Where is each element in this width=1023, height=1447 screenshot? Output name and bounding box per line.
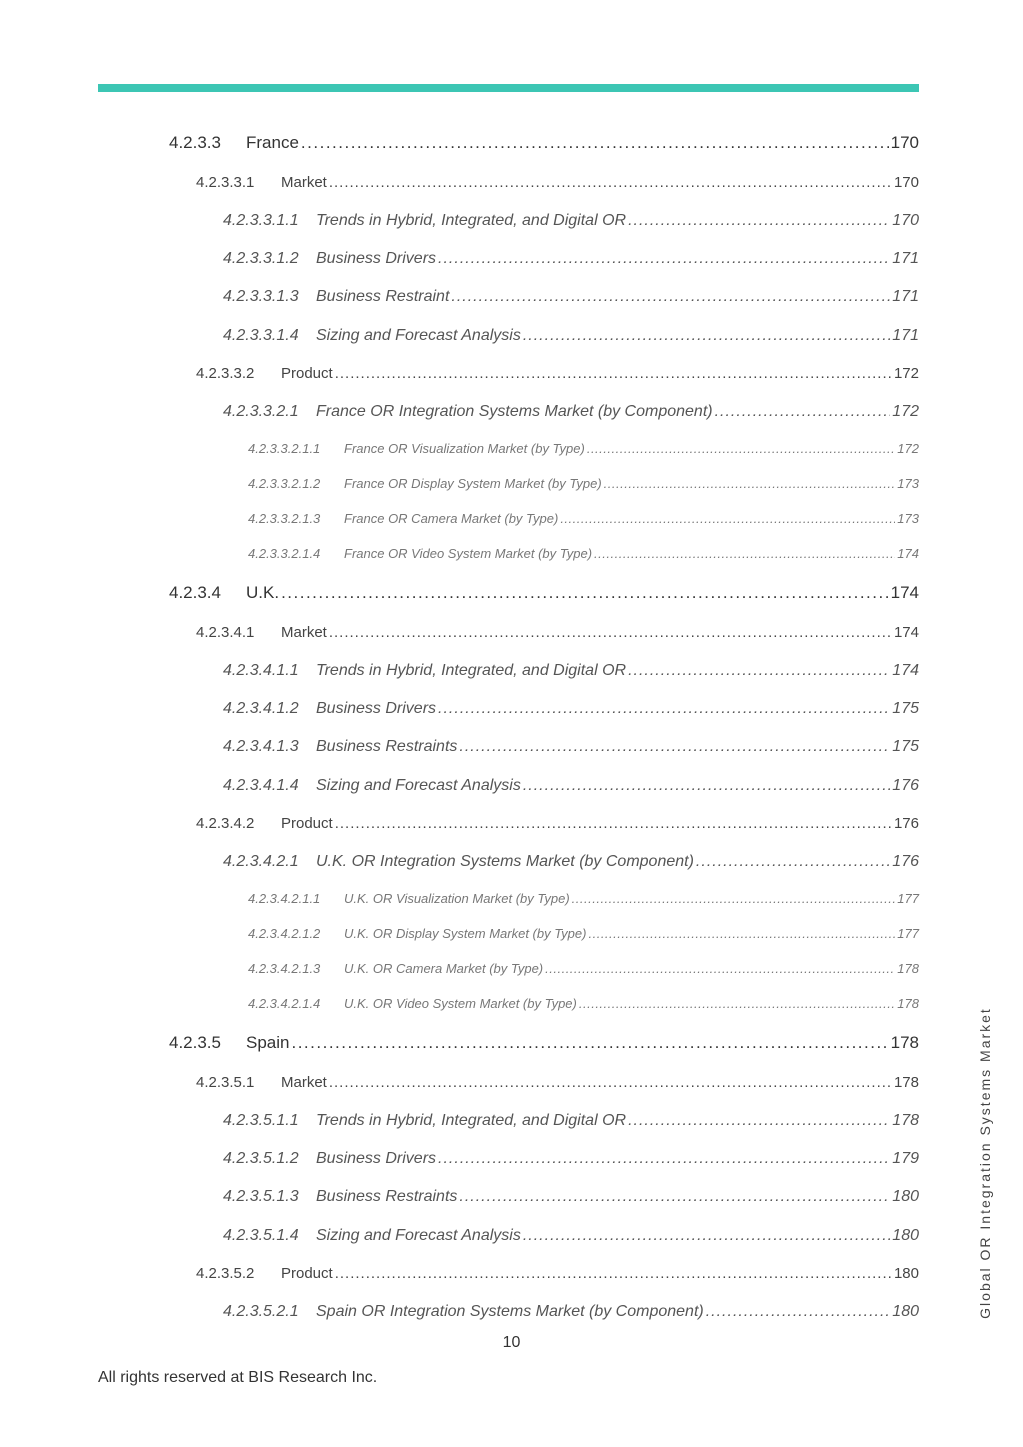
toc-entry[interactable] <box>196 624 919 641</box>
toc-dot-leader <box>604 476 896 491</box>
toc-entry[interactable] <box>223 1188 919 1206</box>
toc-entry-title: France <box>246 133 299 152</box>
toc-entry-page: 172 <box>893 365 919 382</box>
toc-entry-title: Business Drivers <box>316 700 437 717</box>
toc-entry[interactable] <box>223 327 919 345</box>
toc-entry-number: 4.2.3.4.2.1.2 <box>248 926 321 941</box>
toc-entry-number: 4.2.3.4.2.1.3 <box>248 961 321 976</box>
toc-dot-leader <box>696 853 890 871</box>
toc-entry-page: 176 <box>892 777 919 794</box>
toc-entry[interactable] <box>223 853 919 871</box>
toc-entry-number: 4.2.3.3.1 <box>196 174 255 191</box>
toc-dot-leader <box>523 327 890 345</box>
toc-entry[interactable] <box>223 250 919 268</box>
toc-entry[interactable] <box>196 174 919 191</box>
toc-entry-title: France OR Visualization Market (by Type) <box>344 441 585 456</box>
side-document-title: Global OR Integration Systems Market <box>977 1007 993 1319</box>
toc-entry-title: U.K. OR Visualization Market (by Type) <box>344 891 570 906</box>
toc-entry-page: 174 <box>897 546 919 561</box>
toc-entry[interactable] <box>169 1033 919 1053</box>
toc-entry-title: Trends in Hybrid, Integrated, and Digital OR <box>316 212 627 229</box>
toc-dot-leader <box>301 133 889 153</box>
page-number: 10 <box>502 1334 521 1351</box>
toc-dot-leader <box>706 1303 891 1321</box>
toc-entry[interactable] <box>223 700 919 718</box>
toc-entry-title: France OR Integration Systems Market (by Component) <box>316 403 713 420</box>
toc-entry-title: Spain <box>246 1033 290 1052</box>
toc-dot-leader <box>329 174 892 191</box>
toc-dot-leader <box>523 1227 890 1245</box>
toc-entry-title: Sizing and Forecast Analysis <box>316 777 521 794</box>
toc-entry-page: 175 <box>892 738 919 755</box>
toc-dot-leader <box>588 926 895 941</box>
toc-entry-title: Spain OR Integration Systems Market (by Component) <box>316 1303 704 1320</box>
toc-entry-title: Business Restraints <box>316 738 458 755</box>
toc-entry-title: Market <box>281 174 327 191</box>
toc-entry-title: Business Restraint <box>316 288 450 305</box>
toc-entry-number: 4.2.3.4.2.1 <box>223 853 299 870</box>
toc-dot-leader <box>459 1188 890 1206</box>
toc-entry-page: 178 <box>892 1112 919 1129</box>
toc-entry-page: 172 <box>892 403 919 420</box>
toc-entry[interactable] <box>196 365 919 382</box>
toc-entry-number: 4.2.3.4.2 <box>196 815 255 832</box>
toc-entry-title: Product <box>281 815 333 832</box>
toc-entry-page: 170 <box>890 133 919 152</box>
toc-entry-page: 180 <box>892 1303 919 1320</box>
toc-entry-page: 178 <box>893 1074 919 1091</box>
toc-entry-title: Market <box>281 624 327 641</box>
toc-entry-page: 176 <box>892 853 919 870</box>
toc-entry-number: 4.2.3.3.2.1.2 <box>248 476 321 491</box>
toc-entry[interactable] <box>223 212 919 230</box>
toc-entry-number: 4.2.3.4.1.1 <box>223 662 299 679</box>
toc-entry[interactable] <box>223 288 919 306</box>
toc-dot-leader <box>579 996 895 1011</box>
toc-entry-page: 174 <box>892 662 919 679</box>
toc-entry-page: 173 <box>897 476 919 491</box>
toc-entry[interactable] <box>248 926 919 941</box>
toc-entry-page: 175 <box>892 700 919 717</box>
toc-entry-page: 180 <box>893 1265 919 1282</box>
toc-dot-leader <box>335 1265 892 1282</box>
toc-entry[interactable] <box>248 441 919 456</box>
toc-entry[interactable] <box>196 1265 919 1282</box>
toc-entry[interactable] <box>223 1303 919 1321</box>
toc-entry-page: 171 <box>892 250 919 267</box>
toc-entry[interactable] <box>223 662 919 680</box>
toc-entry-title: U.K. OR Camera Market (by Type) <box>344 961 544 976</box>
toc-entry[interactable] <box>248 891 919 906</box>
toc-entry-title: Business Restraints <box>316 1188 458 1205</box>
toc-dot-leader <box>281 583 889 603</box>
toc-entry-number: 4.2.3.4.1.4 <box>223 777 299 794</box>
toc-entry[interactable] <box>248 476 919 491</box>
toc-entry-number: 4.2.3.5.1.3 <box>223 1188 299 1205</box>
toc-entry-number: 4.2.3.4.2.1.4 <box>248 996 321 1011</box>
toc-entry-title: Business Drivers <box>316 1150 437 1167</box>
toc-entry-number: 4.2.3.5 <box>169 1033 221 1052</box>
toc-dot-leader <box>628 662 890 680</box>
toc-entry-title: Trends in Hybrid, Integrated, and Digital OR <box>316 1112 627 1129</box>
toc-entry-number: 4.2.3.5.1.1 <box>223 1112 299 1129</box>
toc-entry-number: 4.2.3.3.1.3 <box>223 288 299 305</box>
toc-entry[interactable] <box>223 738 919 756</box>
toc-entry-page: 174 <box>893 624 919 641</box>
toc-entry[interactable] <box>169 583 919 603</box>
toc-entry-title: Business Drivers <box>316 250 437 267</box>
toc-dot-leader <box>587 441 895 456</box>
toc-entry-number: 4.2.3.4 <box>169 583 221 602</box>
toc-entry[interactable] <box>196 1074 919 1091</box>
toc-dot-leader <box>594 546 895 561</box>
footer-copyright: All rights reserved at BIS Research Inc. <box>98 1369 378 1386</box>
toc-entry-number: 4.2.3.5.1 <box>196 1074 255 1091</box>
toc-dot-leader <box>438 250 890 268</box>
toc-dot-leader <box>628 212 890 230</box>
toc-dot-leader <box>329 624 892 641</box>
toc-entry[interactable] <box>248 961 919 976</box>
toc-entry-title: Sizing and Forecast Analysis <box>316 327 521 344</box>
toc-entry-title: Product <box>281 365 333 382</box>
toc-entry-page: 172 <box>897 441 919 456</box>
toc-entry-page: 180 <box>892 1227 919 1244</box>
toc-entry-page: 174 <box>890 583 919 602</box>
toc-entry-number: 4.2.3.3.2.1.4 <box>248 546 321 561</box>
toc-dot-leader <box>459 738 890 756</box>
toc-entry-page: 179 <box>892 1150 919 1167</box>
toc-entry-page: 171 <box>892 327 919 344</box>
toc-entry[interactable] <box>223 1150 919 1168</box>
toc-entry-number: 4.2.3.5.1.4 <box>223 1227 299 1244</box>
toc-entry-title: France OR Camera Market (by Type) <box>344 511 559 526</box>
toc-entry-number: 4.2.3.3 <box>169 133 221 152</box>
toc-entry-page: 170 <box>892 212 919 229</box>
toc-entry[interactable] <box>196 815 919 832</box>
toc-entry[interactable] <box>223 1227 919 1245</box>
toc-entry-number: 4.2.3.4.1.3 <box>223 738 299 755</box>
toc-entry-page: 178 <box>897 961 919 976</box>
toc-entry-page: 171 <box>892 288 919 305</box>
toc-entry[interactable] <box>248 546 919 561</box>
toc-entry-number: 4.2.3.3.2.1.3 <box>248 511 321 526</box>
toc-dot-leader <box>572 891 896 906</box>
toc-entry-title: U.K. OR Video System Market (by Type) <box>344 996 577 1011</box>
toc-dot-leader <box>329 1074 892 1091</box>
toc-entry-title: Trends in Hybrid, Integrated, and Digital OR <box>316 662 627 679</box>
toc-entry[interactable] <box>248 996 919 1011</box>
toc-entry-number: 4.2.3.3.2.1.1 <box>248 441 321 456</box>
toc-entry-page: 177 <box>897 891 919 906</box>
toc-entry-number: 4.2.3.3.1.2 <box>223 250 299 267</box>
toc-entry-page: 173 <box>897 511 919 526</box>
toc-entry-number: 4.2.3.5.2.1 <box>223 1303 299 1320</box>
toc-entry-number: 4.2.3.4.2.1.1 <box>248 891 321 906</box>
toc-entry-title: Product <box>281 1265 333 1282</box>
toc-entry-number: 4.2.3.5.2 <box>196 1265 255 1282</box>
toc-dot-leader <box>715 403 891 421</box>
toc-entry[interactable] <box>223 403 919 421</box>
toc-entry[interactable] <box>223 1112 919 1130</box>
toc-entry-title: Sizing and Forecast Analysis <box>316 1227 521 1244</box>
toc-entry-page: 177 <box>897 926 919 941</box>
toc-entry-page: 178 <box>890 1033 919 1052</box>
toc-dot-leader <box>545 961 895 976</box>
toc-dot-leader <box>451 288 890 306</box>
toc-dot-leader <box>523 777 890 795</box>
toc-dot-leader <box>438 1150 890 1168</box>
toc-entry-page: 178 <box>897 996 919 1011</box>
toc-entry[interactable] <box>169 133 919 153</box>
toc-entry-title: U.K. OR Display System Market (by Type) <box>344 926 587 941</box>
toc-entry-number: 4.2.3.3.2.1 <box>223 403 299 420</box>
toc-entry-number: 4.2.3.3.1.1 <box>223 212 299 229</box>
toc-entry-number: 4.2.3.4.1 <box>196 624 255 641</box>
toc-entry-number: 4.2.3.3.1.4 <box>223 327 299 344</box>
toc-entry-page: 176 <box>893 815 919 832</box>
toc-entry-title: France OR Video System Market (by Type) <box>344 546 593 561</box>
toc-dot-leader <box>335 815 892 832</box>
toc-dot-leader <box>438 700 890 718</box>
toc-entry-title: U.K. <box>246 583 280 602</box>
toc-dot-leader <box>560 511 895 526</box>
toc-entry[interactable] <box>248 511 919 526</box>
toc-dot-leader <box>335 365 892 382</box>
toc-dot-leader <box>628 1112 890 1130</box>
header-accent-bar <box>98 84 919 92</box>
toc-entry[interactable] <box>223 777 919 795</box>
toc-entry-number: 4.2.3.5.1.2 <box>223 1150 299 1167</box>
toc-dot-leader <box>291 1033 888 1053</box>
toc-entry-page: 180 <box>892 1188 919 1205</box>
toc-entry-title: U.K. OR Integration Systems Market (by Component) <box>316 853 694 870</box>
toc-entry-number: 4.2.3.3.2 <box>196 365 255 382</box>
toc-entry-number: 4.2.3.4.1.2 <box>223 700 299 717</box>
toc-entry-title: France OR Display System Market (by Type) <box>344 476 602 491</box>
toc-entry-page: 170 <box>893 174 919 191</box>
toc-entry-title: Market <box>281 1074 327 1091</box>
